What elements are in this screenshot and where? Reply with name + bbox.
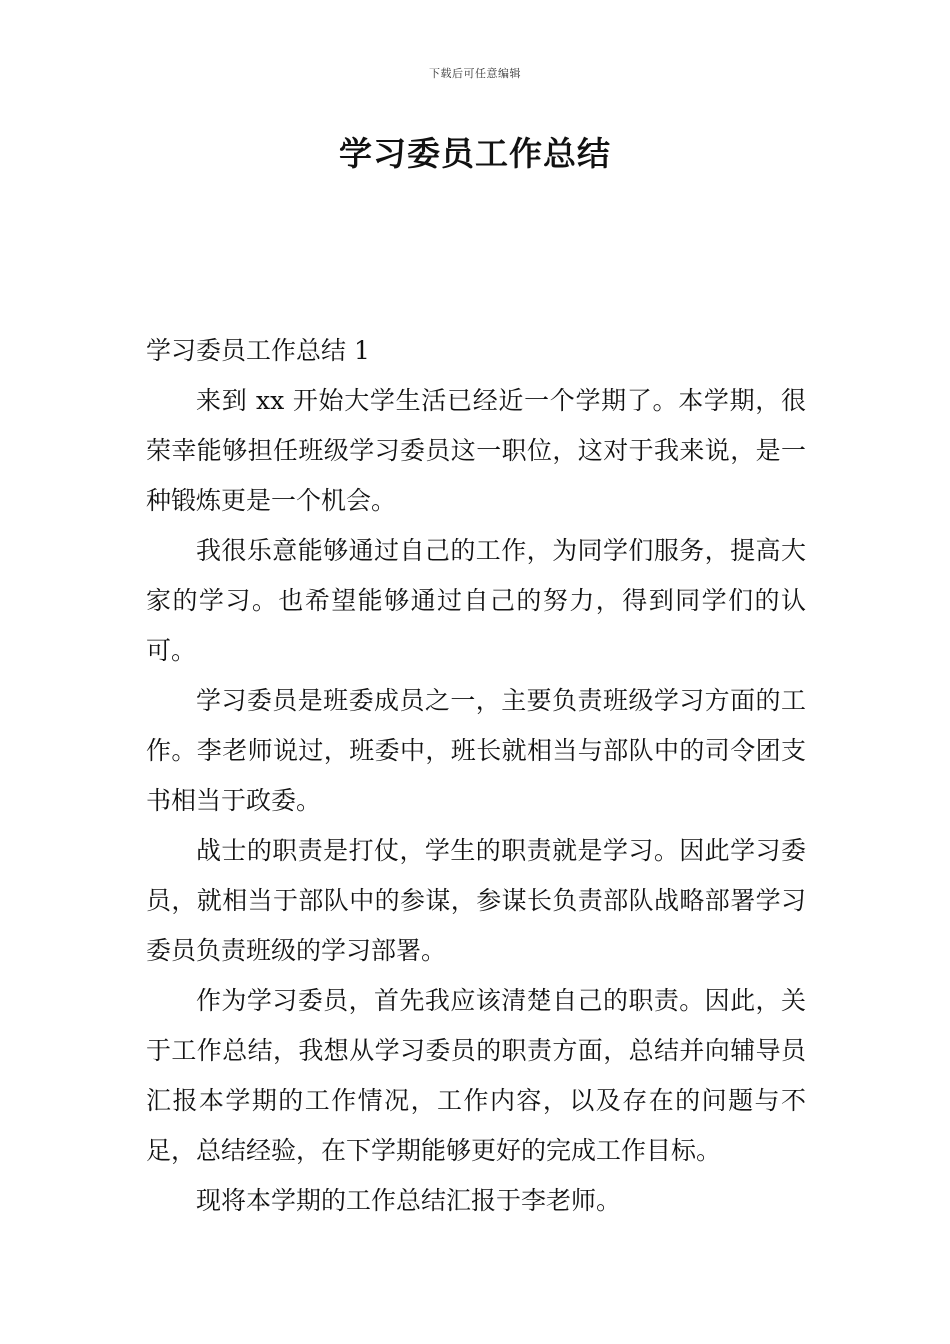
paragraph-5: 作为学习委员，首先我应该清楚自己的职责。因此，关于工作总结，我想从学习委员的职责方面，总结并向辅导员汇报本学期的工作情况，工作内容，以及存在的问题与不足，总结经验，在下学期能够更好的完成工作目标。 [146,986,806,1165]
header-note: 下载后可任意编辑 [429,67,521,80]
section-heading: 学习委员工作总结 1 [146,336,370,365]
document-body [146,326,806,1226]
document-title: 学习委员工作总结 [339,134,611,173]
paragraph-2: 我很乐意能够通过自己的工作，为同学们服务，提高大家的学习。也希望能够通过自己的努力，得到同学们的认可。 [146,536,806,665]
paragraph-4: 战士的职责是打仗，学生的职责就是学习。因此学习委员，就相当于部队中的参谋，参谋长负责部队战略部署学习委员负责班级的学习部署。 [146,836,806,965]
paragraph-1: 来到 xx 开始大学生活已经近一个学期了。本学期，很荣幸能够担任班级学习委员这一职位，这对于我来说，是一种锻炼更是一个机会。 [146,386,806,515]
paragraph-3: 学习委员是班委成员之一，主要负责班级学习方面的工作。李老师说过，班委中，班长就相当与部队中的司令团支书相当于政委。 [146,686,806,815]
paragraph-6: 现将本学期的工作总结汇报于李老师。 [196,1186,622,1215]
